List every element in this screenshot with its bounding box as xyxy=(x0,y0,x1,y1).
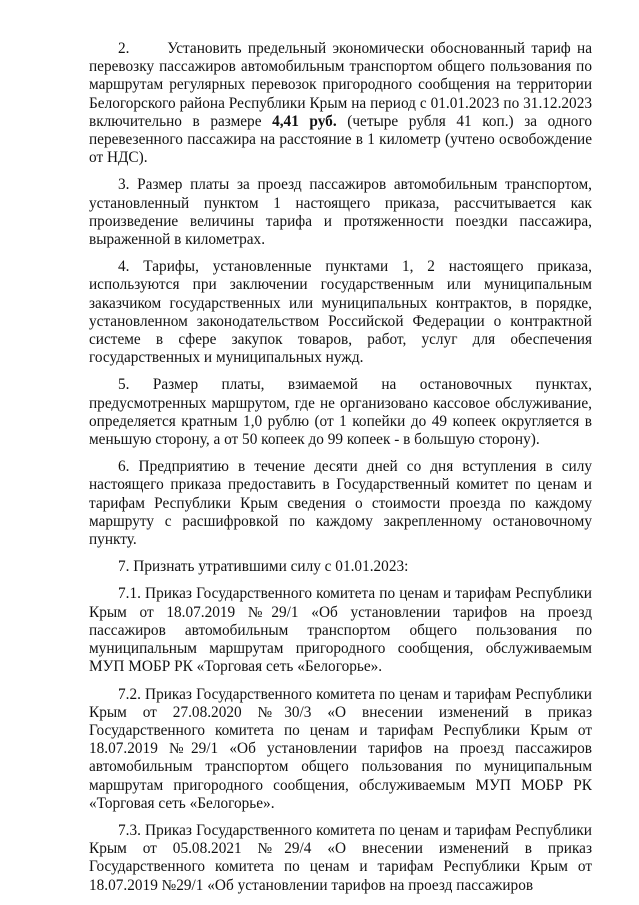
paragraph-6: 6. Предприятию в течение десяти дней со дня вступления в силу настоящего приказа предоставить в Государственный комитет по ценам и тарифам Республики Крым сведения о стоимости проезда по каждому маршруту с расшифровкой по каждому закрепленному остановочному пункту. xyxy=(89,458,592,549)
paragraph-2-text-end: (четыре рубля 41 коп.) за одного перевезенного пассажира на расстояние в 1 километр (учтено освобождение от НДС). xyxy=(89,112,592,167)
document-page xyxy=(89,40,592,904)
tariff-value: 4,41 руб. xyxy=(272,112,337,130)
paragraph-3: 3. Размер платы за проезд пассажиров автомобильным транспортом, установленный пунктом 1 настоящего приказа, рассчитывается как произведение величины тарифа и протяженности поездки пассажира, выраженной в километрах. xyxy=(89,176,592,249)
paragraph-7-1: 7.1. Приказ Государственного комитета по ценам и тарифам Республики Крым от 18.07.2019 №29/1 «Об установлении тарифов на проезд пассажиров автомобильным транспортом общего пользования по муниципальным маршрутам пригородного сообщения, обслуживаемым МУП МОБР РК «Торговая сеть «Белогорье». xyxy=(89,585,592,676)
paragraph-7-2: 7.2. Приказ Государственного комитета по ценам и тарифам Республики Крым от 27.08.2020 №30/3 «О внесении изменений в приказ Государственного комитета по ценам и тарифам Республики Крым от 18.07.2019 №29/1 «Об установлении тарифов на проезд пассажиров автомобильным транспортом общего пользования по муниципальным маршрутам пригородного сообщения, обслуживаемым МУП МОБР РК «Торговая сеть «Белогорье». xyxy=(89,685,592,812)
paragraph-2-text-start: 2. Установить предельный экономически обоснованный тариф на перевозку пассажиров автомобильным транспортом общего пользования по маршрутам регулярных перевозок пригородного сообщения на территории Белогорского района Республики Крым на период с 01.01.2023 по 31.12.2023 включительно в размере xyxy=(89,40,592,130)
paragraph-2 xyxy=(89,40,592,167)
paragraph-7: 7. Признать утратившими силу с 01.01.2023: xyxy=(118,558,409,576)
paragraph-7-3: 7.3. Приказ Государственного комитета по ценам и тарифам Республики Крым от 05.08.2021 №29/4 «О внесении изменений в приказ Государственного комитета по ценам и тарифам Республики Крым от 18.07.2019 №29/1 «Об установлении тарифов на проезд пассажиров xyxy=(89,821,592,894)
paragraph-4: 4. Тарифы, установленные пунктами 1, 2 настоящего приказа, используются при заключении государственным или муниципальным заказчиком государственных или муниципальных контрактов, в порядке, установленном законодательством Российской Федерации о контрактной системе в сфере закупок товаров, работ, услуг для обеспечения государственных и муниципальных нужд. xyxy=(89,258,592,367)
paragraph-5: 5. Размер платы, взимаемой на остановочных пунктах, предусмотренных маршрутом, где не организовано кассовое обслуживание, определяется кратным 1,0 рублю (от 1 копейки до 49 копеек округляется в меньшую сторону, а от 50 копеек до 99 копеек - в большую сторону). xyxy=(89,376,592,449)
